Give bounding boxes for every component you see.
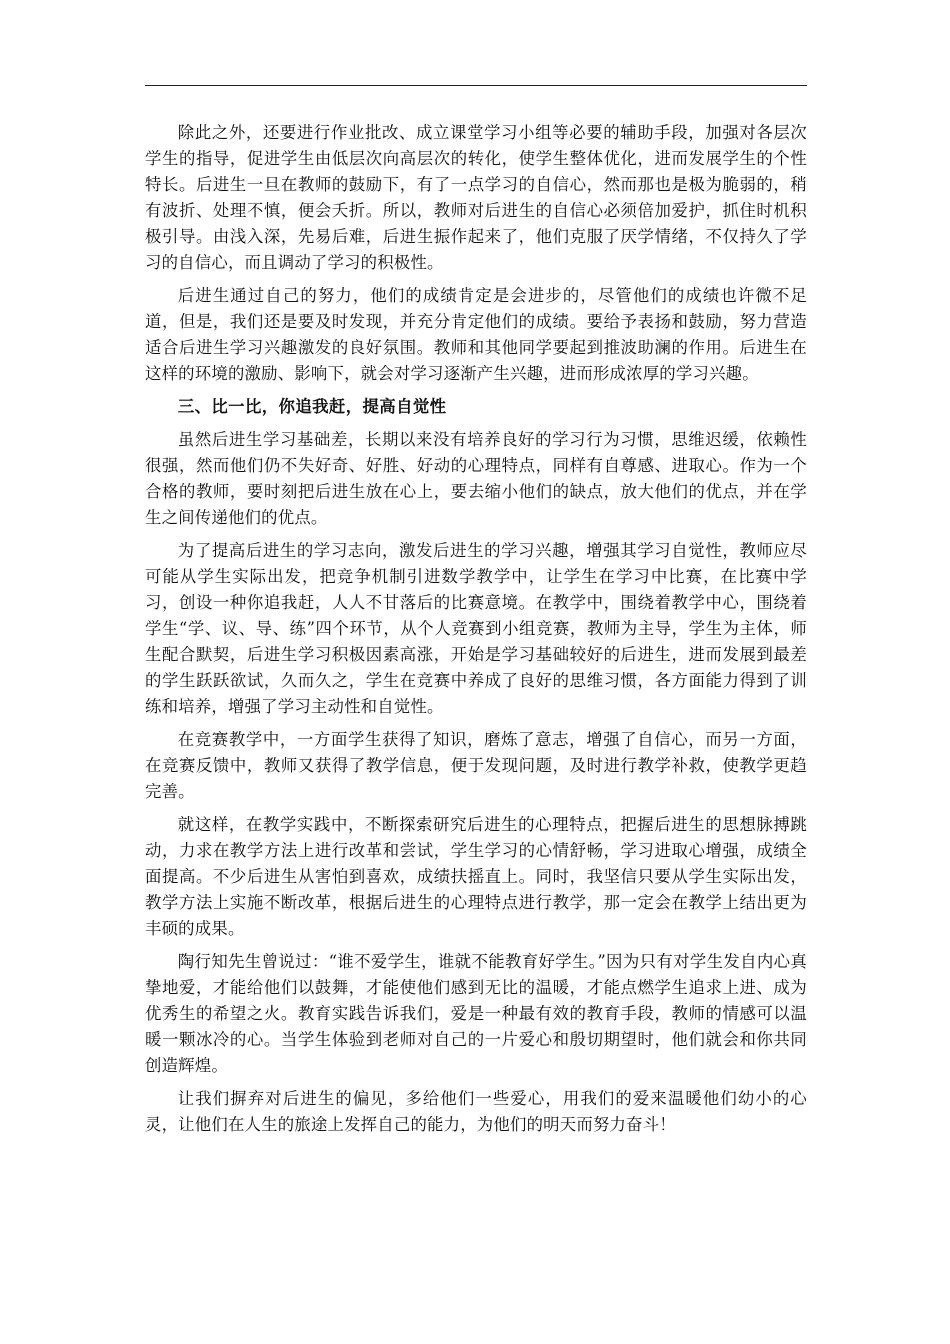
paragraph: 在竞赛教学中，一方面学生获得了知识，磨炼了意志，增强了自信心，而另一方面，在竞赛反馈中，教师又获得了教学信息，便于发现问题，及时进行教学补救，使教学更趋完善。 [145, 730, 807, 801]
section-heading: 三、比一比，你追我赶，提高自觉性 [177, 397, 447, 416]
paragraph: 虽然后进生学习基础差，长期以来没有培养良好的学习行为习惯，思维迟缓，依赖性很强，然而他们仍不失好奇、好胜、好动的心理特点，同样有自尊感、进取心。作为一个合格的教师，要时刻把后进生放在心上，要去缩小他们的缺点，放大他们的优点，并在学生之间传递他们的优点。 [145, 430, 807, 527]
document-body [145, 120, 807, 1145]
header-rule [145, 85, 807, 86]
paragraph: 为了提高后进生的学习志向，激发后进生的学习兴趣，增强其学习自觉性，教师应尽可能从学生实际出发，把竞争机制引进数学教学中，让学生在学习中比赛，在比赛中学习，创设一种你追我赶，人人不甘落后的比赛意境。在教学中，围绕着教学中心，围绕着学生“学、议、导、练”四个环节，从个人竞赛到小组竞赛，教师为主导，学生为主体，师生配合默契，后进生学习积极因素高涨，开始是学习基础较好的后进生，进而发展到最差的学生跃跃欲试，久而久之，学生在竞赛中养成了良好的思维习惯，各方面能力得到了训练和培养，增强了学习主动性和自觉性。 [145, 541, 807, 716]
paragraph: 除此之外，还要进行作业批改、成立课堂学习小组等必要的辅助手段，加强对各层次学生的指导，促进学生由低层次向高层次的转化，使学生整体优化，进而发展学生的个性特长。后进生一旦在教师的鼓励下，有了一点学习的自信心，然而那也是极为脆弱的，稍有波折、处理不慎，便会夭折。所以，教师对后进生的自信心必须倍加爱护，抓住时机积极引导。由浅入深，先易后难，后进生振作起来了，他们克服了厌学情绪，不仅持久了学习的自信心，而且调动了学习的积极性。 [145, 123, 807, 272]
paragraph: 让我们摒弃对后进生的偏见，多给他们一些爱心，用我们的爱来温暖他们幼小的心灵，让他们在人生的旅途上发挥自己的能力，为他们的明天而努力奋斗！ [145, 1089, 807, 1134]
paragraph: 就这样，在教学实践中，不断探索研究后进生的心理特点，把握后进生的思想脉搏跳动，力求在教学方法上进行改革和尝试，学生学习的心情舒畅，学习进取心增强，成绩全面提高。不少后进生从害怕到喜欢，成绩扶摇直上。同时，我坚信只要从学生实际出发，教学方法上实施不断改革，根据后进生的心理特点进行教学，那一定会在教学上结出更为丰硕的成果。 [145, 815, 807, 938]
paragraph: 陶行知先生曾说过：“谁不爱学生，谁就不能教育好学生。”因为只有对学生发自内心真挚地爱，才能给他们以鼓舞，才能使他们感到无比的温暖，才能点燃学生追求上进、成为优秀生的希望之火。教育实践告诉我们，爱是一种最有效的教育手段，教师的情感可以温暖一颗冰冷的心。当学生体验到老师对自己的一片爱心和殷切期望时，他们就会和你共同创造辉煌。 [145, 952, 807, 1075]
paragraph: 后进生通过自己的努力，他们的成绩肯定是会进步的，尽管他们的成绩也许微不足道，但是，我们还是要及时发现，并充分肯定他们的成绩。要给予表扬和鼓励，努力营造适合后进生学习兴趣激发的良好氛围。教师和其他同学要起到推波助澜的作用。后进生在这样的环境的激励、影响下，就会对学习逐渐产生兴趣，进而形成浓厚的学习兴趣。 [145, 286, 807, 383]
